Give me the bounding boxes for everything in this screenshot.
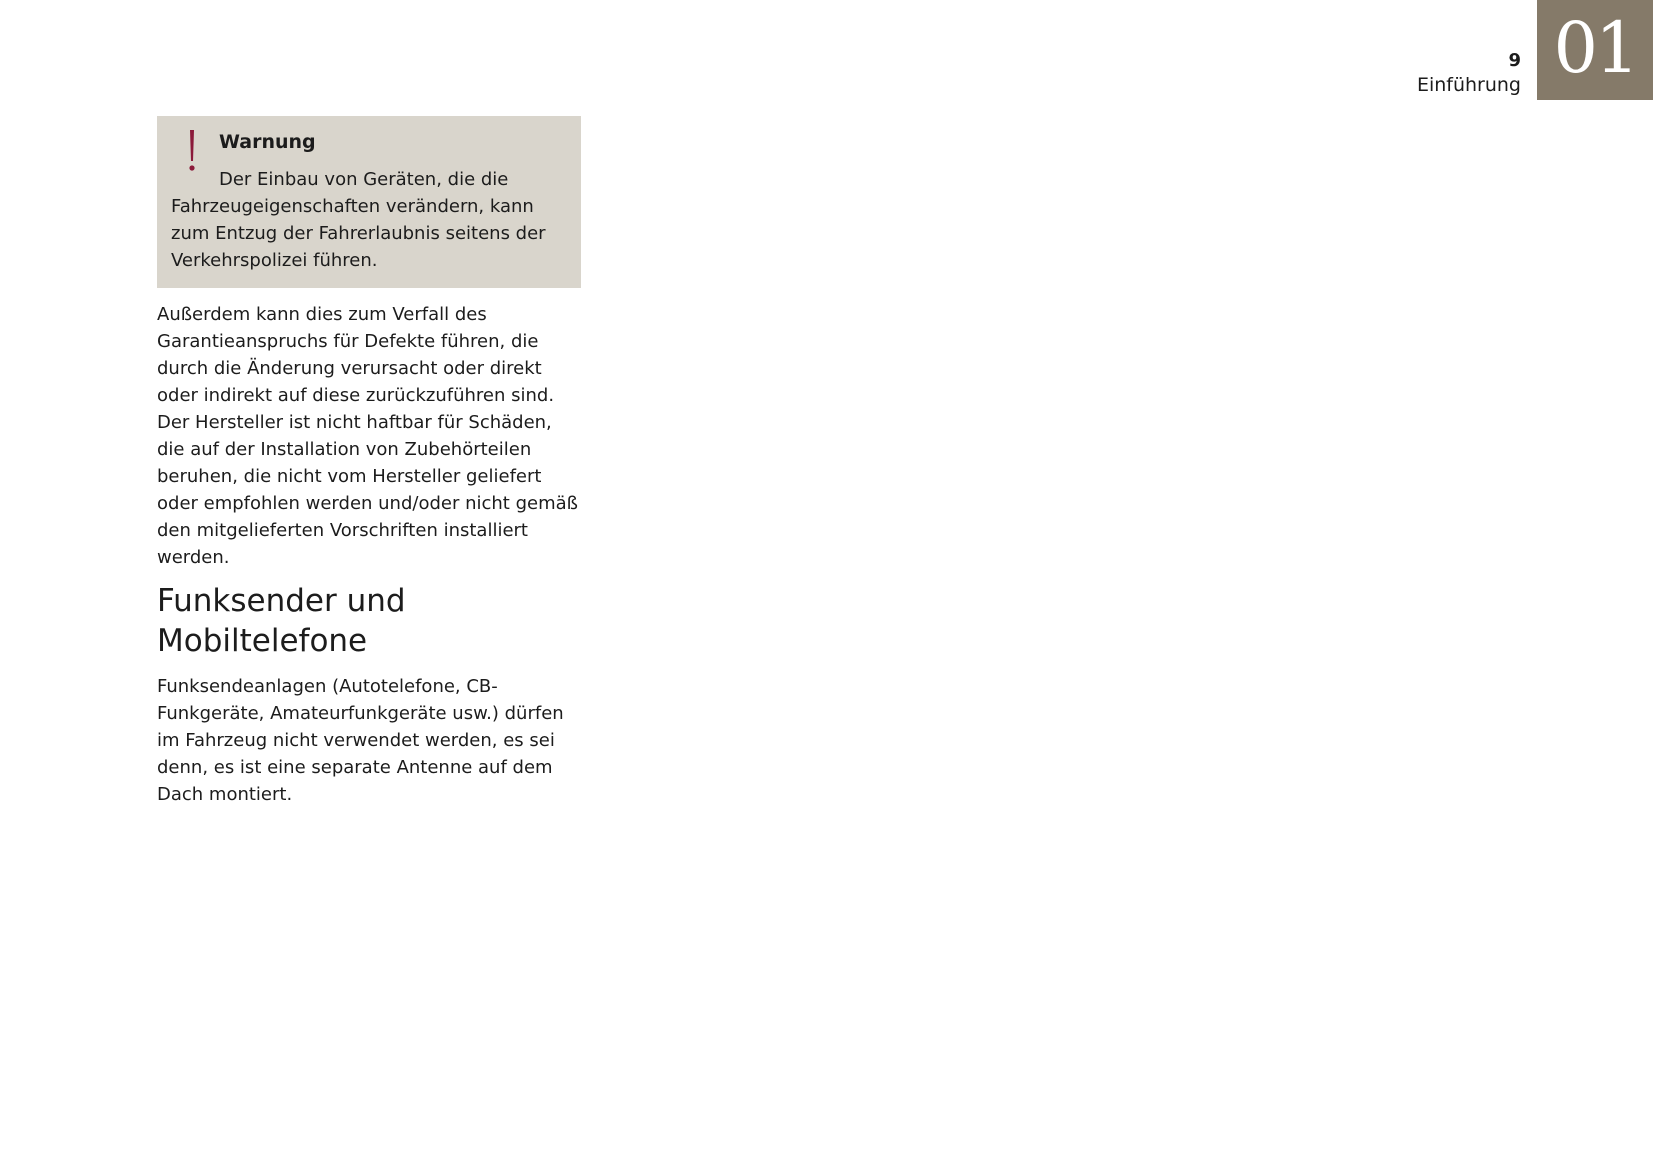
chapter-tab xyxy=(1537,0,1653,100)
warning-box xyxy=(157,116,581,288)
warning-title: Warnung xyxy=(219,131,316,153)
main-content xyxy=(157,116,581,808)
body-paragraph: Außerdem kann dies zum Verfall des Garantieanspruchs für Defekte führen, die durch die Änderung verursacht oder direkt oder indirekt auf diese zurückzuführen sind. Der Hersteller ist nicht haftbar für Schäden, die auf der Installation von Zubehörteilen beruhen, die nicht vom Hersteller geliefert oder empfohlen werden und/oder nicht gemäß den mitgelieferten Vorschriften installiert werden. xyxy=(157,304,578,568)
section-heading: Funksender und Mobiltelefone xyxy=(157,583,406,659)
section-name: Einführung xyxy=(1416,74,1521,96)
section-paragraph: Funksendeanlagen (Autotelefone, CB-Funkgeräte, Amateurfunkgeräte usw.) dürfen im Fahrzeug nicht verwendet werden, es sei denn, es ist eine separate Antenne auf dem Dach montiert. xyxy=(157,676,564,805)
page-header xyxy=(1417,49,1521,97)
warning-text: Der Einbau von Geräten, die die Fahrzeugeigenschaften verändern, kann zum Entzug der Fahrerlaubnis seitens der Verkehrspolizei führen. xyxy=(171,169,546,271)
chapter-number: 01 xyxy=(1553,7,1637,89)
page-number: 9 xyxy=(1508,50,1521,71)
exclamation-icon xyxy=(185,128,199,174)
